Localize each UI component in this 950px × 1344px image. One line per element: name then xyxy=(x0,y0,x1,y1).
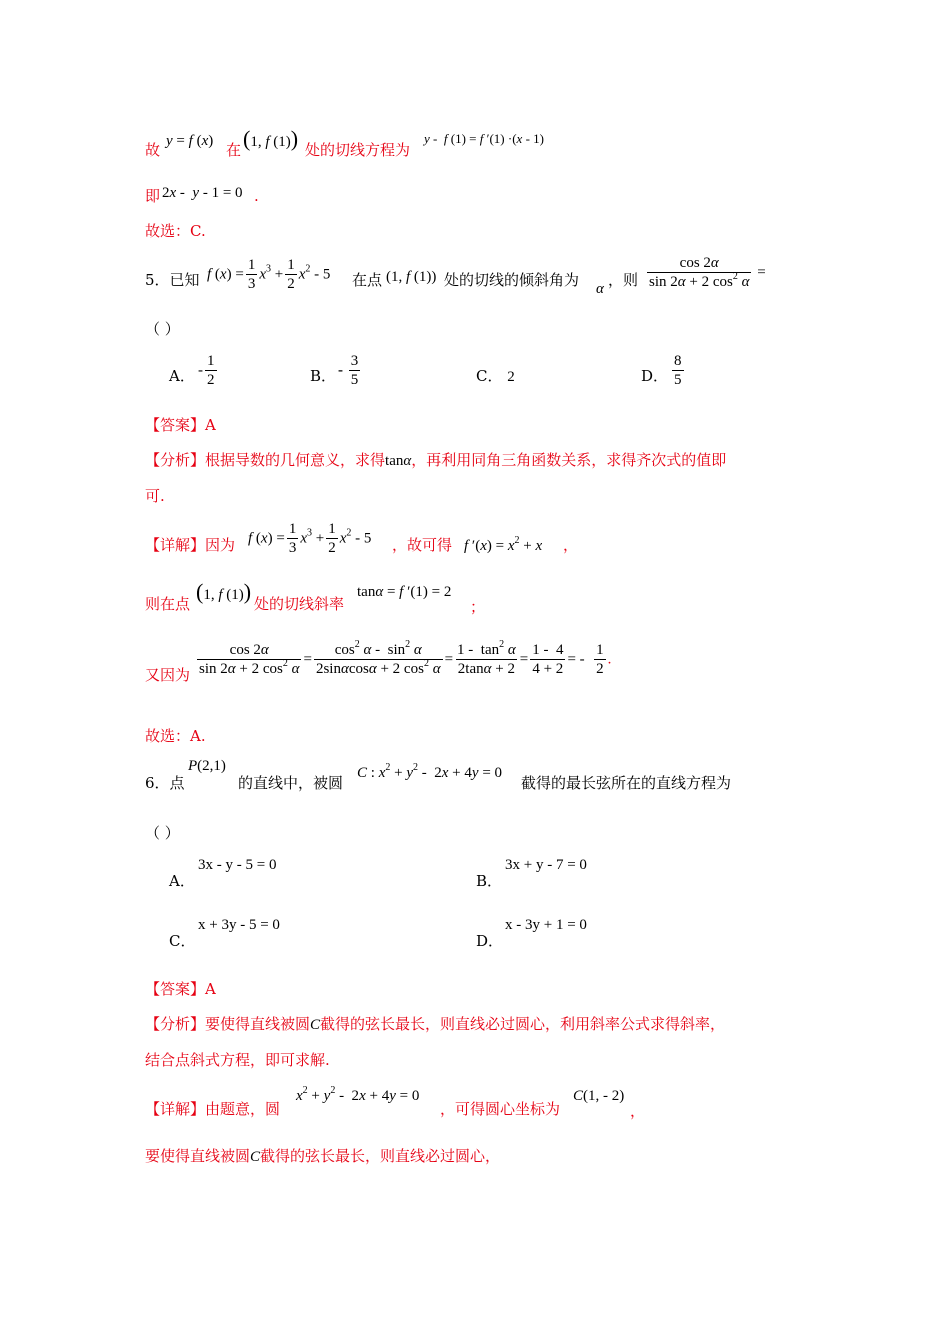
q5-function: f (x) = $\frac{1}{3}$ $x^3$ + $\frac{1}{2}$ $x^2 - 5$ xyxy=(207,257,331,292)
q6-analysis: 【分析】要使得直线被圆C截得的弦长最长，则直线必过圆心，利用斜率公式求得斜率， xyxy=(145,1015,726,1033)
tangent-line-statement xyxy=(145,143,160,158)
q5-answer: 【答案】A xyxy=(145,416,216,434)
q6-option-c-eq: x + 3y - 5 = 0 xyxy=(198,917,280,933)
q5-option-b-value: - $\frac{3}{5}$ xyxy=(338,353,359,388)
q5-analysis-cont: 可. xyxy=(145,487,165,505)
q5-option-a[interactable]: A． xyxy=(169,367,195,385)
q5-computation: $\frac{\cos 2\alpha}{\sin 2\alpha + 2 \cos^2 \alpha}$ = $\frac{\cos^2 \alpha - \sin^2 \alpha}{2\sin\alpha\cos\alpha + 2 \cos^2 \alpha}$ = $\frac{1 - \tan^2 \alpha}{2\tan\alpha + 2}$ = $\frac{1 - 4}{4 + 2}$ = - $\frac{1}{2}$ . xyxy=(199,639,612,677)
formula-point-1-f1: (1, f (1)) xyxy=(243,126,299,151)
line-ji: 即 xyxy=(145,187,161,205)
q5-option-d[interactable]: D． xyxy=(641,367,669,385)
q6-point: P(2,1) xyxy=(188,758,226,774)
q5-choose: 故选：A. xyxy=(145,727,206,745)
q5-paren: （ ） xyxy=(145,320,180,338)
choice-line-c: 故选：C. xyxy=(145,222,206,240)
q6-center: C(1, - 2) xyxy=(573,1088,625,1104)
q6-mid2: 截得的最长弦所在的直线方程为 xyxy=(521,774,732,792)
q5-detail: 【详解】因为 xyxy=(145,536,236,554)
q6-detail: 【详解】由题意，圆 xyxy=(145,1100,281,1118)
q6-option-a[interactable]: A． xyxy=(169,872,195,890)
q5-analysis: 【分析】根据导数的几何意义，求得tanα，再利用同角三角函数关系，求得齐次式的值即 xyxy=(145,451,727,469)
q6-option-c[interactable]: C． xyxy=(169,932,196,950)
q6-circle: C : $x^2 + y^2 - 2x + 4y = 0$ xyxy=(357,762,503,781)
q6-detail-comma: ， xyxy=(630,1102,646,1120)
q6-option-b[interactable]: B． xyxy=(476,872,503,890)
q5-detail-comma: ， xyxy=(563,536,579,554)
q6-option-a-eq: 3x - y - 5 = 0 xyxy=(198,857,277,873)
q6-answer: 【答案】A xyxy=(145,980,216,998)
q5-slope-end: ； xyxy=(470,598,486,616)
formula-y-eq-fx: y = f (x) xyxy=(166,133,214,149)
q5-alpha: α xyxy=(596,281,604,297)
q5-slope-value: tanα = f ′(1) = 2 xyxy=(357,584,452,600)
q5-ze: ，则 xyxy=(608,271,639,289)
q5-slope-point: (1, f (1)) xyxy=(196,579,252,604)
q6-last-line: 要使得直线被圆C截得的弦长最长，则直线必过圆心， xyxy=(145,1147,501,1165)
q6-paren: （ ） xyxy=(145,824,180,842)
q6-option-b-eq: 3x + y - 7 = 0 xyxy=(505,857,587,873)
q5-option-c[interactable]: C． 2 xyxy=(476,367,515,385)
q5-option-d-value: $\frac{8}{5}$ xyxy=(674,353,682,388)
q6-number: 6．点 xyxy=(145,774,185,792)
q5-target-fraction: $\frac{\cos 2\alpha}{\sin 2\alpha + 2 \cos^2 \alpha}$ = xyxy=(649,255,766,290)
q6-analysis-cont: 结合点斜式方程，即可求解. xyxy=(145,1051,330,1069)
formula-tangent-line: y - f (1) = f ′(1) ·(x - 1) xyxy=(424,131,544,146)
q5-option-b[interactable]: B． xyxy=(310,367,337,385)
q5-number: 5．已知 xyxy=(145,271,200,289)
q5-detail-kede: ，故可得 xyxy=(392,536,453,554)
q6-option-d[interactable]: D． xyxy=(476,932,504,950)
q6-mid1: 的直线中，被圆 xyxy=(238,774,344,792)
text-tangent-eq: 处的切线方程为 xyxy=(305,141,411,159)
text-zai: 在 xyxy=(226,141,242,159)
q6-option-d-eq: x - 3y + 1 = 0 xyxy=(505,917,587,933)
q5-mid: 处的切线的倾斜角为 xyxy=(444,271,580,289)
q5-youyin: 又因为 xyxy=(145,666,191,684)
text-period: . xyxy=(254,187,259,205)
q6-detail-circle: $x^2 + y^2 - 2x + 4y = 0$ xyxy=(296,1085,420,1104)
q5-detail-function: f (x) = $\frac{1}{3}$ $x^3$ + $\frac{1}{2}$ $x^2 - 5$ xyxy=(248,521,372,556)
q6-detail-center-text: ，可得圆心坐标为 xyxy=(440,1100,561,1118)
formula-2x-y-1: 2x - y - 1 = 0 xyxy=(162,185,243,201)
q5-derivative: f $'(x) = x^2 + x$ xyxy=(464,535,543,554)
q5-slope-text: 处的切线斜率 xyxy=(254,595,345,613)
q5-slope-line: 则在点 xyxy=(145,595,191,613)
q5-point: (1, f (1)) xyxy=(386,269,437,285)
text-gu: 故 xyxy=(145,141,161,159)
q5-option-a-value: - $\frac{1}{2}$ xyxy=(198,353,215,388)
q5-zaidian: 在点 xyxy=(352,271,383,289)
